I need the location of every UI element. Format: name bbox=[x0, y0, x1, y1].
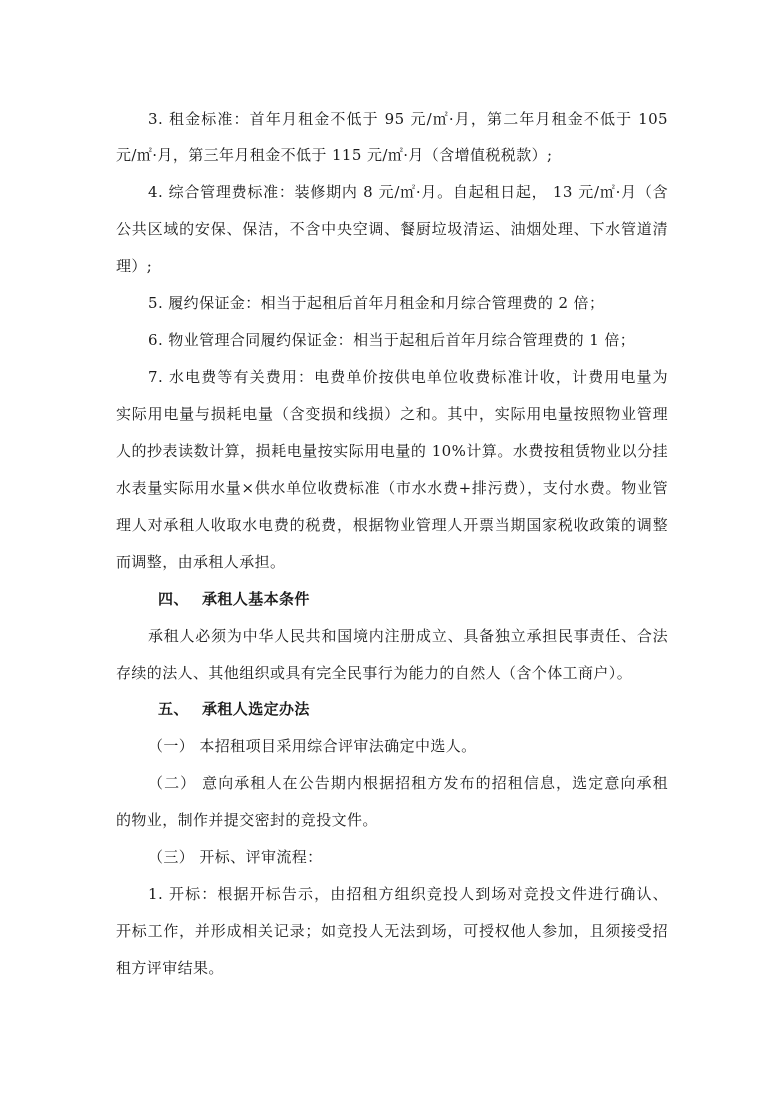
section-5-paragraph-2-line-2: 的物业，制作并提交密封的竞投文件。 bbox=[116, 811, 378, 829]
rent-standard-line-1: 3. 租金标准：首年月租金不低于 95 元/㎡·月，第二年月租金不低于 105 bbox=[148, 110, 668, 128]
utilities-line-3: 人的抄表读数计算，损耗电量按实际用电量的 10%计算。水费按租赁物业以分挂 bbox=[116, 442, 668, 460]
section-5-paragraph-3: （三） 开标、评审流程： bbox=[148, 848, 323, 866]
management-fee-line-2: 公共区域的安保、保洁，不含中央空调、餐厨垃圾清运、油烟处理、下水管道清 bbox=[116, 220, 668, 238]
property-contract-deposit: 6. 物业管理合同履约保证金：相当于起租后首年月综合管理费的 1 倍； bbox=[148, 331, 636, 349]
management-fee-line-1: 4. 综合管理费标准：装修期内 8 元/㎡·月。自起租日起， 13 元/㎡·月（含 bbox=[148, 183, 668, 201]
section-5-title: 承租人选定办法 bbox=[202, 700, 310, 718]
section-4-number: 四、 bbox=[158, 590, 189, 608]
rent-standard-line-2: 元/㎡·月，第三年月租金不低于 115 元/㎡·月（含增值税税款）; bbox=[116, 146, 553, 164]
section-5-number: 五、 bbox=[158, 700, 189, 718]
section-5-paragraph-4-line-3: 租方评审结果。 bbox=[116, 959, 224, 977]
utilities-line-1: 7. 水电费等有关费用：电费单价按供电单位收费标准计收，计费用电量为 bbox=[148, 368, 668, 386]
section-5-heading bbox=[158, 699, 710, 719]
section-4-line-1: 承租人必须为中华人民共和国境内注册成立、具备独立承担民事责任、合法 bbox=[148, 627, 668, 645]
section-5-paragraph-4-line-2: 开标工作，并形成相关记录；如竞投人无法到场，可授权他人参加，且须接受招 bbox=[116, 922, 668, 940]
section-5-paragraph-1: （一） 本招租项目采用综合评审法确定中选人。 bbox=[148, 737, 477, 755]
performance-deposit: 5. 履约保证金：相当于起租后首年月租金和月综合管理费的 2 倍； bbox=[148, 294, 605, 312]
section-5-paragraph-4-line-1: 1. 开标：根据开标告示，由招租方组织竞投人到场对竞投文件进行确认、 bbox=[148, 885, 668, 903]
utilities-line-4: 水表量实际用水量×供水单位收费标准（市水水费+排污费），支付水费。物业管 bbox=[116, 479, 668, 497]
section-4-heading bbox=[158, 589, 710, 609]
management-fee-line-3: 理）; bbox=[116, 257, 153, 275]
utilities-line-2: 实际用电量与损耗电量（含变损和线损）之和。其中，实际用电量按照物业管理 bbox=[116, 405, 668, 423]
section-5-paragraph-2-line-1: （二） 意向承租人在公告期内根据招租方发布的招租信息，选定意向承租 bbox=[148, 774, 668, 792]
section-4-title: 承租人基本条件 bbox=[202, 590, 310, 608]
utilities-line-6: 而调整，由承租人承担。 bbox=[116, 553, 286, 571]
utilities-line-5: 理人对承租人收取水电费的税费，根据物业管理人开票当期国家税收政策的调整 bbox=[116, 516, 668, 534]
section-4-line-2: 存续的法人、其他组织或具有完全民事行为能力的自然人（含个体工商户）。 bbox=[116, 664, 633, 682]
